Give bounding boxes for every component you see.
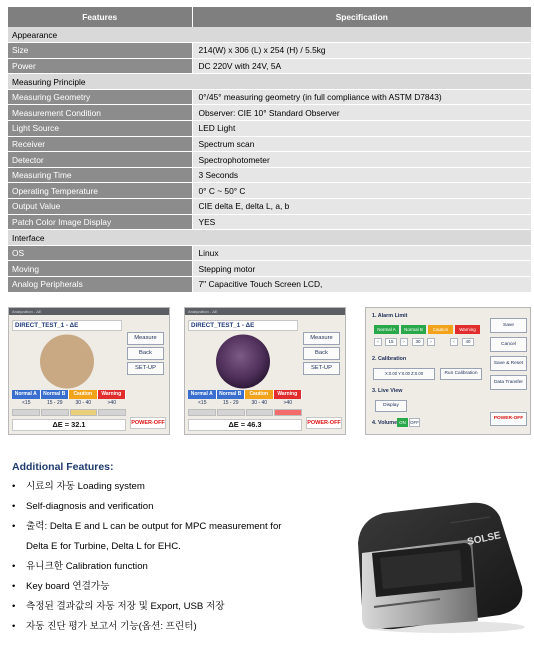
scale-value-3: >40: [283, 400, 292, 406]
spec-feature: Moving: [8, 261, 192, 277]
judgement-scale: [12, 390, 126, 407]
spec-value: Stepping motor: [192, 261, 531, 277]
spec-feature: Analog Peripherals: [8, 277, 192, 293]
spec-row: [8, 136, 531, 152]
alarm-stepper-icon[interactable]: ›: [400, 338, 408, 346]
feature-item: [12, 600, 281, 620]
spec-row: [8, 183, 531, 199]
feature-item: [12, 500, 281, 520]
scale-header-3: Warning: [274, 390, 303, 399]
scale-value-1: 15 - 29: [222, 400, 239, 406]
spec-section-row: [8, 230, 531, 246]
scale-header-0: Normal A: [12, 390, 41, 399]
save-reset-button[interactable]: Save & Reset: [490, 356, 527, 371]
spec-value: 0° C ~ 50° C: [192, 183, 531, 199]
bullet-icon: •: [12, 601, 16, 612]
power-off-button[interactable]: POWER-OFF: [490, 412, 527, 426]
measure-button[interactable]: Measure: [127, 332, 164, 345]
spec-feature: Measuring Geometry: [8, 89, 192, 105]
feature-item: [12, 560, 281, 580]
setup-button[interactable]: SET-UP: [303, 362, 340, 375]
spec-value: 3 Seconds: [192, 167, 531, 183]
spec-section-row: [8, 74, 531, 90]
header-features: Features: [8, 7, 192, 27]
display-button[interactable]: Display: [375, 400, 407, 412]
window-title: Analyzation - ΔE: [9, 308, 169, 315]
feature-item: [12, 480, 281, 500]
feature-item: [12, 620, 281, 640]
spec-feature: Measuring Time: [8, 167, 192, 183]
spec-feature: Light Source: [8, 121, 192, 137]
feature-text: 출력: Delta E and L can be output for MPC measurement for: [26, 521, 282, 532]
spec-feature: Size: [8, 43, 192, 59]
volume-title: 4. Volume: [372, 420, 398, 426]
additional-features-list: [12, 480, 281, 640]
spec-row: [8, 261, 531, 277]
feature-text: 시료의 자동 Loading system: [26, 481, 145, 492]
device-image: [350, 483, 528, 635]
scale-header-0: Normal A: [188, 390, 217, 399]
bullet-icon: •: [12, 621, 16, 632]
scale-value-2: 30 - 40: [75, 400, 92, 406]
scale-header-2: Caution: [69, 390, 98, 399]
spec-feature: Detector: [8, 152, 192, 168]
power-off-button[interactable]: POWER-OFF: [130, 417, 166, 429]
bar-normal-a: [188, 409, 216, 416]
spec-table: [8, 7, 531, 293]
bullet-icon: •: [12, 481, 16, 492]
alarm-chip-0: Normal A: [374, 325, 399, 334]
spec-section-label: Appearance: [8, 27, 531, 43]
bar-caution: [70, 409, 98, 416]
scale-value-1: 15 - 29: [46, 400, 63, 406]
alarm-stepper-icon[interactable]: ›: [427, 338, 435, 346]
device-logo: SOLSE: [466, 530, 502, 548]
run-calibration-button[interactable]: Run Calibration: [440, 368, 482, 380]
window-title: Analyzation - ΔE: [185, 308, 345, 315]
live-view-title: 3. Live View: [372, 388, 403, 394]
spec-feature: Receiver: [8, 136, 192, 152]
feature-item: [12, 580, 281, 600]
bullet-icon: •: [12, 561, 16, 572]
spec-section-row: [8, 27, 531, 43]
calibration-title: 2. Calibration: [372, 356, 407, 362]
alarm-chip-1: Normal B: [401, 325, 426, 334]
spec-value: CIE delta E, delta L, a, b: [192, 199, 531, 215]
spec-row: [8, 199, 531, 215]
delta-e-readout: ΔE = 46.3: [188, 419, 302, 431]
cancel-button[interactable]: Cancel: [490, 337, 527, 352]
alarm-chip-2: Caution: [428, 325, 453, 334]
spec-value: 7" Capacitive Touch Screen LCD,: [192, 277, 531, 293]
power-off-button[interactable]: POWER-OFF: [306, 417, 342, 429]
spec-value: 0°/45° measuring geometry (in full compliance with ASTM D7843): [192, 89, 531, 105]
measure-screen-2: [184, 307, 346, 435]
bar-warning: [274, 409, 302, 416]
setup-button[interactable]: SET-UP: [127, 362, 164, 375]
feature-text: Self-diagnosis and verification: [26, 501, 154, 512]
spec-value: Spectrophotometer: [192, 152, 531, 168]
spec-section-label: Interface: [8, 230, 531, 246]
feature-text: 측정된 결과값의 자동 저장 및 Export, USB 저장: [26, 601, 225, 612]
spec-row: [8, 43, 531, 59]
spec-row: [8, 89, 531, 105]
spec-value: Spectrum scan: [192, 136, 531, 152]
judgement-scale: [188, 390, 302, 407]
sample-color-patch: [198, 334, 288, 389]
bar-warning: [98, 409, 126, 416]
measure-button[interactable]: Measure: [303, 332, 340, 345]
spec-value: YES: [192, 214, 531, 230]
measure-screen-1: [8, 307, 170, 435]
spec-table-header: [8, 7, 531, 27]
spec-feature: Measurement Condition: [8, 105, 192, 121]
scale-value-0: <15: [22, 400, 31, 406]
save-button[interactable]: Save: [490, 318, 527, 333]
alarm-arrow-icon: ‹: [374, 338, 382, 346]
header-specification: Specification: [192, 7, 531, 27]
judgement-bars: [12, 409, 126, 416]
spec-value: Observer: CIE 10° Standard Observer: [192, 105, 531, 121]
additional-features-title: Additional Features:: [12, 461, 114, 473]
scale-value-0: <15: [198, 400, 207, 406]
spec-feature: Patch Color Image Display: [8, 214, 192, 230]
spec-value: Linux: [192, 245, 531, 261]
alarm-value-b[interactable]: 30: [412, 338, 424, 346]
spec-row: [8, 214, 531, 230]
spec-row: [8, 105, 531, 121]
bullet-icon: •: [12, 581, 16, 592]
alarm-value-a[interactable]: 15: [385, 338, 397, 346]
scale-value-3: >40: [107, 400, 116, 406]
spec-value: LED Light: [192, 121, 531, 137]
bar-normal-b: [217, 409, 245, 416]
scale-header-3: Warning: [98, 390, 127, 399]
spec-value: DC 220V with 24V, 5A: [192, 58, 531, 74]
back-button[interactable]: Back: [303, 347, 340, 360]
bar-normal-a: [12, 409, 40, 416]
scale-header-1: Normal B: [217, 390, 246, 399]
spec-row: [8, 277, 531, 293]
calibration-values: X:0.00 Y:0.00 Z:0.00: [373, 368, 435, 380]
spec-feature: OS: [8, 245, 192, 261]
volume-off-toggle[interactable]: OFF: [410, 420, 419, 425]
alarm-limit-title: 1. Alarm Limit: [372, 313, 408, 319]
spec-row: [8, 121, 531, 137]
feature-text: 자동 진단 평가 보고서 기능(옵션: 프린터): [26, 621, 197, 632]
bar-caution: [246, 409, 274, 416]
scale-value-2: 30 - 40: [251, 400, 268, 406]
alarm-chip-3: Warning: [455, 325, 480, 334]
spec-row: [8, 167, 531, 183]
spec-feature: Output Value: [8, 199, 192, 215]
alarm-value-c[interactable]: 40: [462, 338, 474, 346]
spec-row: [8, 245, 531, 261]
test-name: DIRECT_TEST_1 - ΔE: [12, 320, 122, 331]
bullet-icon: •: [12, 501, 16, 512]
bar-normal-b: [41, 409, 69, 416]
volume-on-toggle[interactable]: ON: [397, 418, 408, 427]
delta-e-readout: ΔE = 32.1: [12, 419, 126, 431]
feature-text: Delta E for Turbine, Delta L for EHC.: [26, 541, 181, 552]
feature-item: [12, 540, 281, 560]
spec-feature: Power: [8, 58, 192, 74]
back-button[interactable]: Back: [127, 347, 164, 360]
scale-header-1: Normal B: [41, 390, 70, 399]
spec-section-label: Measuring Principle: [8, 74, 531, 90]
judgement-bars: [188, 409, 302, 416]
spec-row: [8, 58, 531, 74]
test-name: DIRECT_TEST_1 - ΔE: [188, 320, 298, 331]
data-transfer-button[interactable]: Data Transfer: [490, 375, 527, 390]
settings-screen: [365, 307, 531, 435]
scale-header-2: Caution: [245, 390, 274, 399]
feature-text: 유니크한 Calibration function: [26, 561, 148, 572]
feature-text: Key board 연결가능: [26, 581, 110, 592]
spec-row: [8, 152, 531, 168]
spec-feature: Operating Temperature: [8, 183, 192, 199]
bullet-icon: •: [12, 521, 16, 532]
feature-item: [12, 520, 281, 540]
alarm-stepper-icon[interactable]: ‹: [450, 338, 458, 346]
spec-value: 214(W) x 306 (L) x 254 (H) / 5.5kg: [192, 43, 531, 59]
sample-color-patch: [22, 334, 112, 389]
